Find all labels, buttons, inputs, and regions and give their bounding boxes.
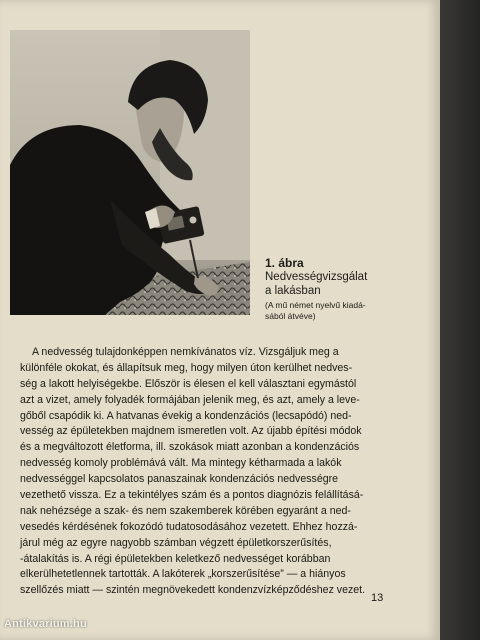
body-line: vesedés kérdésének fokozódó tudatosodásához vezetett. Ehhez hozzá- — [20, 520, 358, 533]
body-line: szellőzés miatt — szintén megnövekedett kondenzvízképződéshez vezet. — [20, 584, 366, 597]
body-line: -átalakítás is. A régi épületekben keletkező nedvességet korábban — [20, 552, 331, 565]
page-edge-shadow — [440, 0, 480, 640]
body-line: nedvességgel kapcsolatos panaszainak kondenzációs nedvességre — [20, 473, 339, 486]
caption-note-line-2: sából átvéve) — [265, 311, 316, 321]
figure-photo — [10, 30, 250, 315]
body-paragraph — [20, 345, 370, 599]
body-line: és a megváltozott életforma, ill. szokások miatt azonban a kondenzációs — [20, 441, 360, 454]
body-line: nedvesség komoly problémává vált. Ma mintegy kétharmada a lakók — [20, 457, 342, 470]
caption-note-line-1: (A mű német nyelvű kiadá- — [265, 300, 366, 310]
caption-line-2: a lakásban — [265, 285, 321, 297]
body-line: gőből csapódik ki. A hatvanas évekig a kondenzációs (lecsapódó) ned- — [20, 409, 352, 422]
body-line: nak nehézsége a szak- és nem szakemberek körében egyaránt a ned- — [20, 504, 351, 517]
body-line: vesség az épületekben majdnem ismeretlen volt. Az újabb építési módok — [20, 425, 362, 438]
figure-label: 1. ábra — [265, 256, 304, 270]
caption-note — [265, 300, 440, 322]
body-line: különféle okokat, és állapítsuk meg, hogy milyen úton kerülhet nedves- — [20, 361, 353, 374]
caption-line-1: Nedvességvizsgálat — [265, 271, 368, 283]
page-number: 13 — [371, 592, 384, 604]
body-line: ség a lakott helyiségekbe. Először is élesen el kell választani egymástól — [20, 377, 357, 390]
body-line: vezethető vissza. Ez a tekintélyes szám és a pontos diagnózis felállításá- — [20, 489, 364, 502]
body-line: A nedvesség tulajdonképpen nemkívánatos víz. Vizsgáljuk meg a — [32, 346, 339, 358]
body-line: járul még az egyre nagyobb számban végzett épületkorszerűsítés, — [20, 536, 332, 549]
body-line: elkerülhetetlennek tartották. A lakóterek „korszerűsítése” — a hiányos — [20, 568, 346, 581]
figure-caption — [265, 256, 440, 322]
watermark: Antikvarium.hu — [4, 618, 87, 630]
body-line: azt a vizet, amely folyadék formájában jelenik meg, és azt, amely a leve- — [20, 393, 360, 406]
